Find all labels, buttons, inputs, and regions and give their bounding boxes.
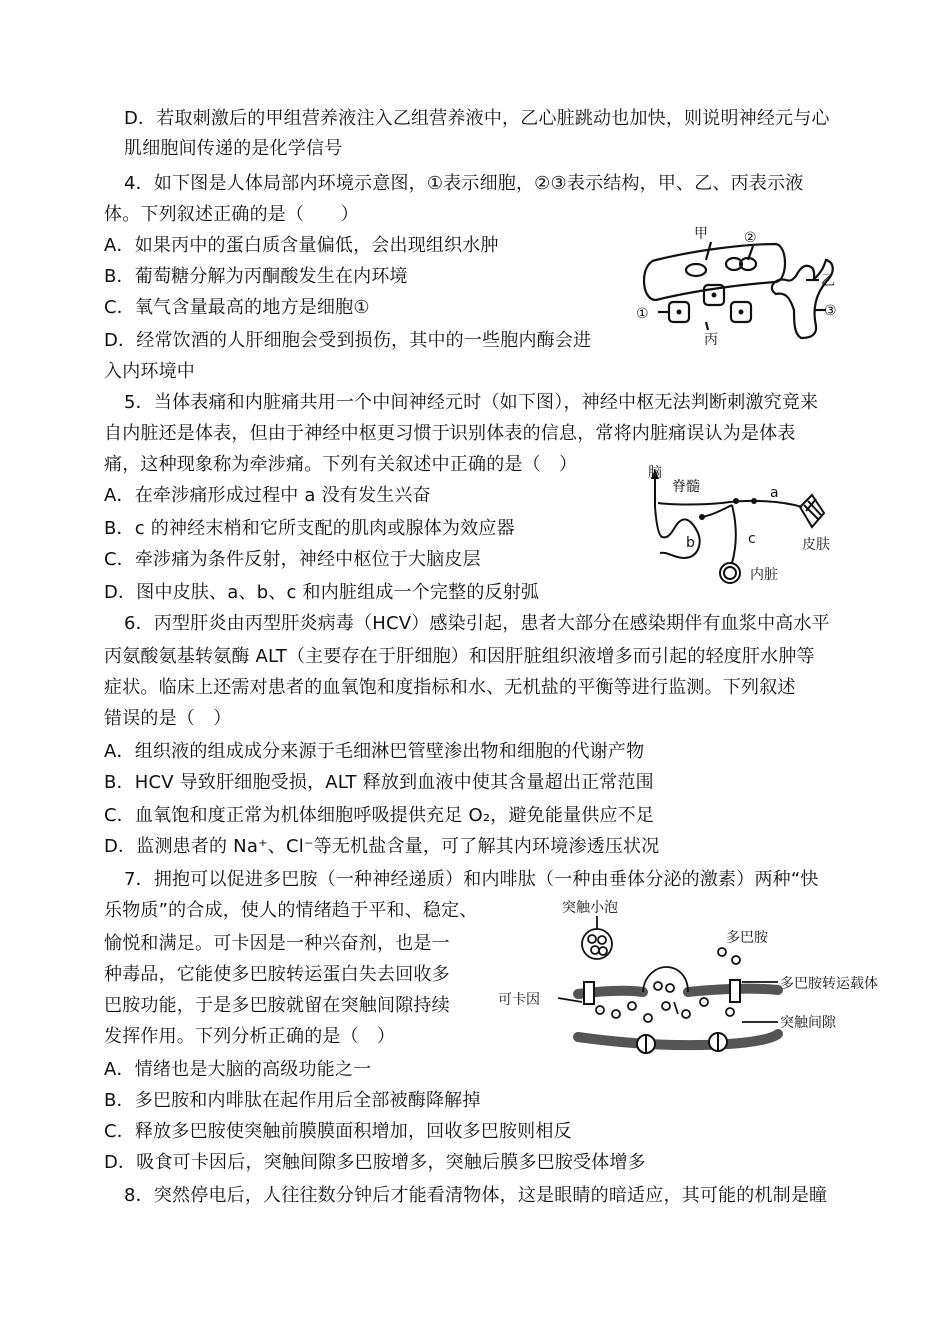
text-line: 种毒品，它能使多巴胺转运蛋白失去回收多 bbox=[104, 964, 450, 985]
text-line: C．释放多巴胺使突触前膜膜面积增加，回收多巴胺则相反 bbox=[104, 1121, 572, 1142]
text-line: B．HCV 导致肝细胞受损，ALT 释放到血液中使其含量超出正常范围 bbox=[104, 772, 654, 793]
vesicle-dopamine bbox=[598, 936, 606, 944]
dopamine-molecule bbox=[718, 948, 726, 956]
pointer-line bbox=[706, 322, 708, 330]
text-line: D．若取刺激后的甲组营养液注入乙组营养液中，乙心脏跳动也加快，则说明神经元与心 bbox=[124, 108, 830, 129]
text-line: 4．如下图是人体局部内环境示意图，①表示细胞，②③表示结构，甲、乙、丙表示液 bbox=[124, 173, 804, 194]
label-a: a bbox=[770, 485, 779, 501]
lymph-vessel bbox=[772, 260, 833, 338]
synapse-dot bbox=[751, 498, 757, 504]
text-line: 5．当体表痛和内脏痛共用一个中间神经元时（如下图），神经中枢无法判断刺激究竟来 bbox=[124, 392, 819, 413]
text-line: A．组织液的组成成分来源于毛细淋巴管壁渗出物和细胞的代谢产物 bbox=[104, 741, 645, 762]
dopamine-molecule bbox=[682, 1010, 690, 1018]
label-brain: 脑 bbox=[648, 465, 662, 481]
text-line: 发挥作用。下列分析正确的是（ ） bbox=[104, 1026, 396, 1047]
text-line: 丙氨酸氨基转氨酶 ALT（主要存在于肝细胞）和因肝脏组织液增多而引起的轻度肝水肿等 bbox=[104, 646, 815, 667]
label-synaptic-cleft: 突触间隙 bbox=[780, 1015, 836, 1031]
cell-nucleus bbox=[712, 293, 717, 298]
pointer-line bbox=[674, 1002, 678, 1014]
dopamine-molecule bbox=[666, 984, 674, 992]
text-line: A．在牵涉痛形成过程中 a 没有发生兴奋 bbox=[104, 485, 431, 506]
skin-symbol bbox=[800, 495, 824, 527]
postsynaptic-membrane bbox=[578, 1034, 778, 1045]
label-structure-2: ② bbox=[744, 230, 757, 246]
text-line: D．图中皮肤、a、b、c 和内脏组成一个完整的反射弧 bbox=[104, 582, 540, 603]
dopamine-molecule bbox=[644, 1014, 652, 1022]
dopamine-transporter bbox=[730, 980, 740, 1002]
text-line: 7．拥抱可以促进多巴胺（一种神经递质）和内啡肽（一种由垂体分泌的激素）两种“快 bbox=[124, 869, 819, 890]
neuron-b bbox=[702, 505, 732, 517]
text-line: 肌细胞间传递的是化学信号 bbox=[124, 138, 343, 159]
text-line: D．监测患者的 Na⁺、Cl⁻等无机盐含量，可了解其内环境渗透压状况 bbox=[104, 836, 660, 857]
synaptic-vesicle bbox=[582, 929, 612, 959]
text-line: 愉悦和满足。可卡因是一种兴奋剂，也是一 bbox=[104, 933, 450, 954]
text-line: D．经常饮酒的人肝细胞会受到损伤，其中的一些胞内酶会进 bbox=[104, 330, 592, 351]
skin-hatch bbox=[808, 501, 821, 515]
text-line: C．氧气含量最高的地方是细胞① bbox=[104, 297, 370, 318]
text-line: C．牵涉痛为条件反射，神经中枢位于大脑皮层 bbox=[104, 549, 481, 570]
text-line: B．葡萄糖分解为丙酮酸发生在内环境 bbox=[104, 266, 408, 287]
label-structure-3: ③ bbox=[824, 303, 837, 319]
dopamine-molecule bbox=[732, 956, 740, 964]
text-line: 巴胺功能，于是多巴胺就留在突触间隙持续 bbox=[104, 995, 450, 1016]
text-line: B．多巴胺和内啡肽在起作用后全部被酶降解掉 bbox=[104, 1090, 481, 1111]
synapse-dot bbox=[733, 498, 739, 504]
label-bing: 丙 bbox=[704, 332, 718, 348]
organ-inner bbox=[724, 567, 736, 579]
label-b: b bbox=[686, 535, 695, 551]
dopamine-transporter bbox=[584, 982, 594, 1004]
dopamine-molecule bbox=[612, 1010, 620, 1018]
text-line: 乐物质”的合成，使人的情绪趋于平和、稳定、 bbox=[104, 900, 478, 921]
text-line: 6．丙型肝炎由丙型肝炎病毒（HCV）感染引起，患者大部分在感染期伴有血浆中高水平 bbox=[124, 613, 830, 634]
dopamine-molecule bbox=[628, 1002, 636, 1010]
label-cell-1: ① bbox=[636, 306, 649, 322]
capillary-vessel bbox=[644, 244, 785, 300]
text-line: 错误的是（ ） bbox=[104, 708, 232, 729]
label-c: c bbox=[748, 531, 756, 547]
text-line: A．如果丙中的蛋白质含量偏低，会出现组织水肿 bbox=[104, 235, 499, 256]
neuron-body bbox=[699, 514, 705, 520]
text-line: 体。下列叙述正确的是（ ） bbox=[104, 204, 359, 225]
text-line: B．c 的神经末梢和它所支配的肌肉或腺体为效应器 bbox=[104, 518, 515, 539]
label-dopamine: 多巴胺 bbox=[726, 930, 768, 946]
text-line: 8．突然停电后，人往往数分钟后才能看清物体，这是眼睛的暗适应，其可能的机制是瞳 bbox=[124, 1185, 828, 1206]
text-line: D．吸食可卡因后，突触间隙多巴胺增多，突触后膜多巴胺受体增多 bbox=[104, 1152, 646, 1173]
text-line: A．情绪也是大脑的高级功能之一 bbox=[104, 1059, 372, 1080]
text-line: 入内环境中 bbox=[104, 361, 195, 382]
vesicle-dopamine bbox=[591, 946, 599, 954]
dopamine-molecule bbox=[726, 1008, 734, 1016]
vesicle-dopamine bbox=[599, 947, 607, 955]
blood-cell bbox=[686, 264, 706, 276]
text-line: 痛，这种现象称为牵涉痛。下列有关叙述中正确的是（ ） bbox=[104, 454, 578, 475]
synapse-figure bbox=[498, 900, 878, 1074]
label-cocaine: 可卡因 bbox=[498, 992, 540, 1008]
dopamine-molecule bbox=[596, 1006, 604, 1014]
referred-pain-figure bbox=[642, 465, 848, 595]
label-spinal-cord: 脊髓 bbox=[672, 479, 700, 495]
neuron-c bbox=[732, 505, 736, 563]
label-organ: 内脏 bbox=[750, 567, 778, 583]
text-line: 自内脏还是体表，但由于神经中枢更习惯于识别体表的信息，常将内脏痛误认为是体表 bbox=[104, 423, 796, 444]
label-yi: 乙 bbox=[821, 273, 835, 289]
internal-environment-figure bbox=[636, 222, 846, 357]
dopamine-molecule bbox=[700, 998, 708, 1006]
text-line: 症状。临床上还需对患者的血氧饱和度指标和水、无机盐的平衡等进行监测。下列叙述 bbox=[104, 677, 796, 698]
label-skin: 皮肤 bbox=[802, 537, 830, 553]
label-transporter: 多巴胺转运载体 bbox=[780, 976, 878, 992]
label-jia: 甲 bbox=[694, 226, 708, 242]
cell-nucleus bbox=[677, 310, 682, 315]
vesicle-dopamine bbox=[588, 935, 596, 943]
text-line: C．血氧饱和度正常为机体细胞呼吸提供充足 O₂，避免能量供应不足 bbox=[104, 805, 655, 826]
label-synaptic-vesicle: 突触小泡 bbox=[562, 900, 618, 916]
cell-nucleus bbox=[739, 310, 744, 315]
dopamine-molecule bbox=[662, 1002, 670, 1010]
dopamine-molecule bbox=[654, 982, 662, 990]
